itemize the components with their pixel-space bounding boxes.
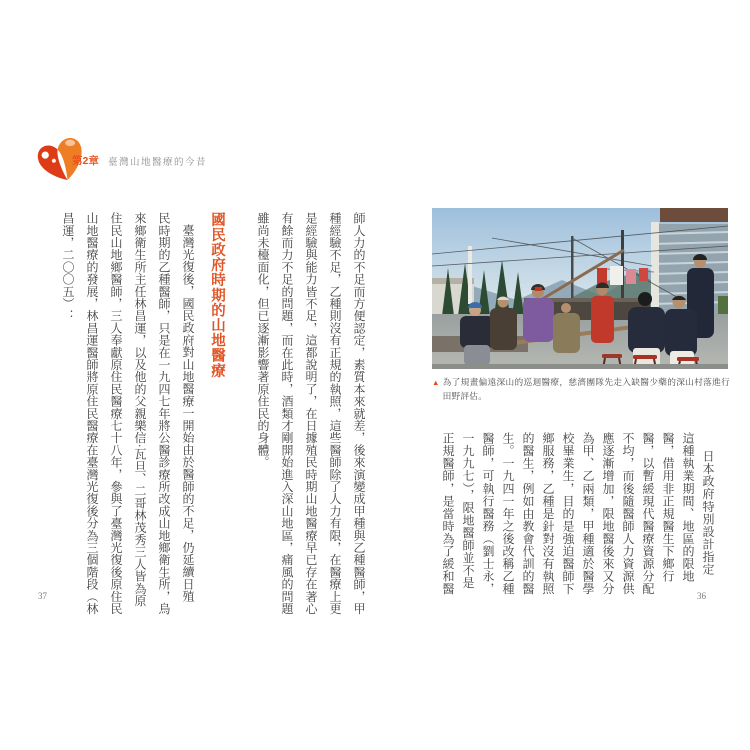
text-column: 日本政府特別設計指定 — [701, 450, 715, 576]
caption-triangle-icon: ▲ — [432, 378, 440, 387]
page-number-36: 36 — [697, 591, 706, 601]
text-column: 正規醫師，是當時為了緩和醫 — [441, 432, 455, 596]
text-column: 雖尚未檯面化，但已逐漸影響著原住民的身體。 — [256, 212, 270, 469]
text-column: 師人力的不足而方便認定，素質本來就差，後來演變成甲種與乙種醫師，甲 — [352, 212, 366, 615]
text-column: 生。一九四一年之後改稱乙種 — [501, 432, 515, 596]
text-column: 這種執業期間、地區的限地 — [681, 432, 695, 583]
text-column: 一九九七），限地醫師並不是 — [461, 432, 475, 590]
chapter-title: 臺灣山地醫療的今昔 — [108, 157, 208, 168]
text-column: 不均，而後隨醫師人力資源供 — [621, 432, 635, 596]
text-column: 為甲、乙兩類，甲種適於醫學 — [581, 432, 595, 596]
text-column: 醫，以暫緩現代醫療資源分配 — [641, 432, 655, 596]
field-visit-photo — [432, 208, 728, 369]
text-column: 校畢業生，目的是強迫醫師下 — [561, 432, 575, 596]
text-column: 應逐漸增加，限地醫後來又分 — [601, 432, 615, 596]
photo-caption — [432, 376, 730, 403]
text-column: 來鄉衛生所主任林昌運，以及他的父親樂信·瓦旦、二哥林茂秀三人皆為原 — [133, 212, 147, 607]
text-column: 的醫生，例如由教會代訓的醫 — [521, 432, 535, 596]
page-37-text-block — [36, 212, 366, 615]
text-column: 是經驗與能力皆不足，這都說明了，在日據殖民時期山地醫療早已存在著心 — [304, 212, 318, 615]
text-column: 山地醫療的發展，林昌運醫師將原住民醫療在臺灣光復後分為三個階段（林 — [85, 212, 99, 615]
text-column: 鄉服務，乙種是針對沒有執照 — [541, 432, 555, 596]
page-36-text-block — [432, 432, 714, 604]
text-column: 種經驗不足，乙種則沒有正規的執照，這些醫師除了人力有限，在醫療上更 — [328, 212, 342, 615]
caption-text: 為了規畫偏遠深山的巡迴醫療，慈濟團隊先走入缺醫少藥的深山村落進行田野評估。 — [442, 377, 730, 401]
text-column: 住民山地鄉醫師，三人奉獻原住民醫療七十八年，參與了臺灣光復後原住民 — [109, 212, 123, 615]
text-column: 醫師，可執行醫務（劉士永， — [481, 432, 495, 596]
text-column: 昌運，二〇〇五）： — [61, 212, 75, 322]
page-number-37: 37 — [38, 591, 47, 601]
chapter-label: 第2章 — [72, 155, 99, 167]
text-column: 臺灣光復後，國民政府對山地醫療一開始由於醫師的不足，仍延續日殖 — [181, 224, 195, 603]
section-heading: 國民政府時期的山地醫療 — [209, 212, 225, 379]
text-column: 有餘而力不足的問題，而在此時，酒類才剛開始進入深山地區，痛風的問題 — [280, 212, 294, 615]
text-column: 民時期的乙種醫師，只是在一九四七年將公醫診療所改成山地鄉衛生所，烏 — [157, 212, 171, 615]
text-column: 醫，借用非正規醫生下鄉行 — [661, 432, 675, 583]
